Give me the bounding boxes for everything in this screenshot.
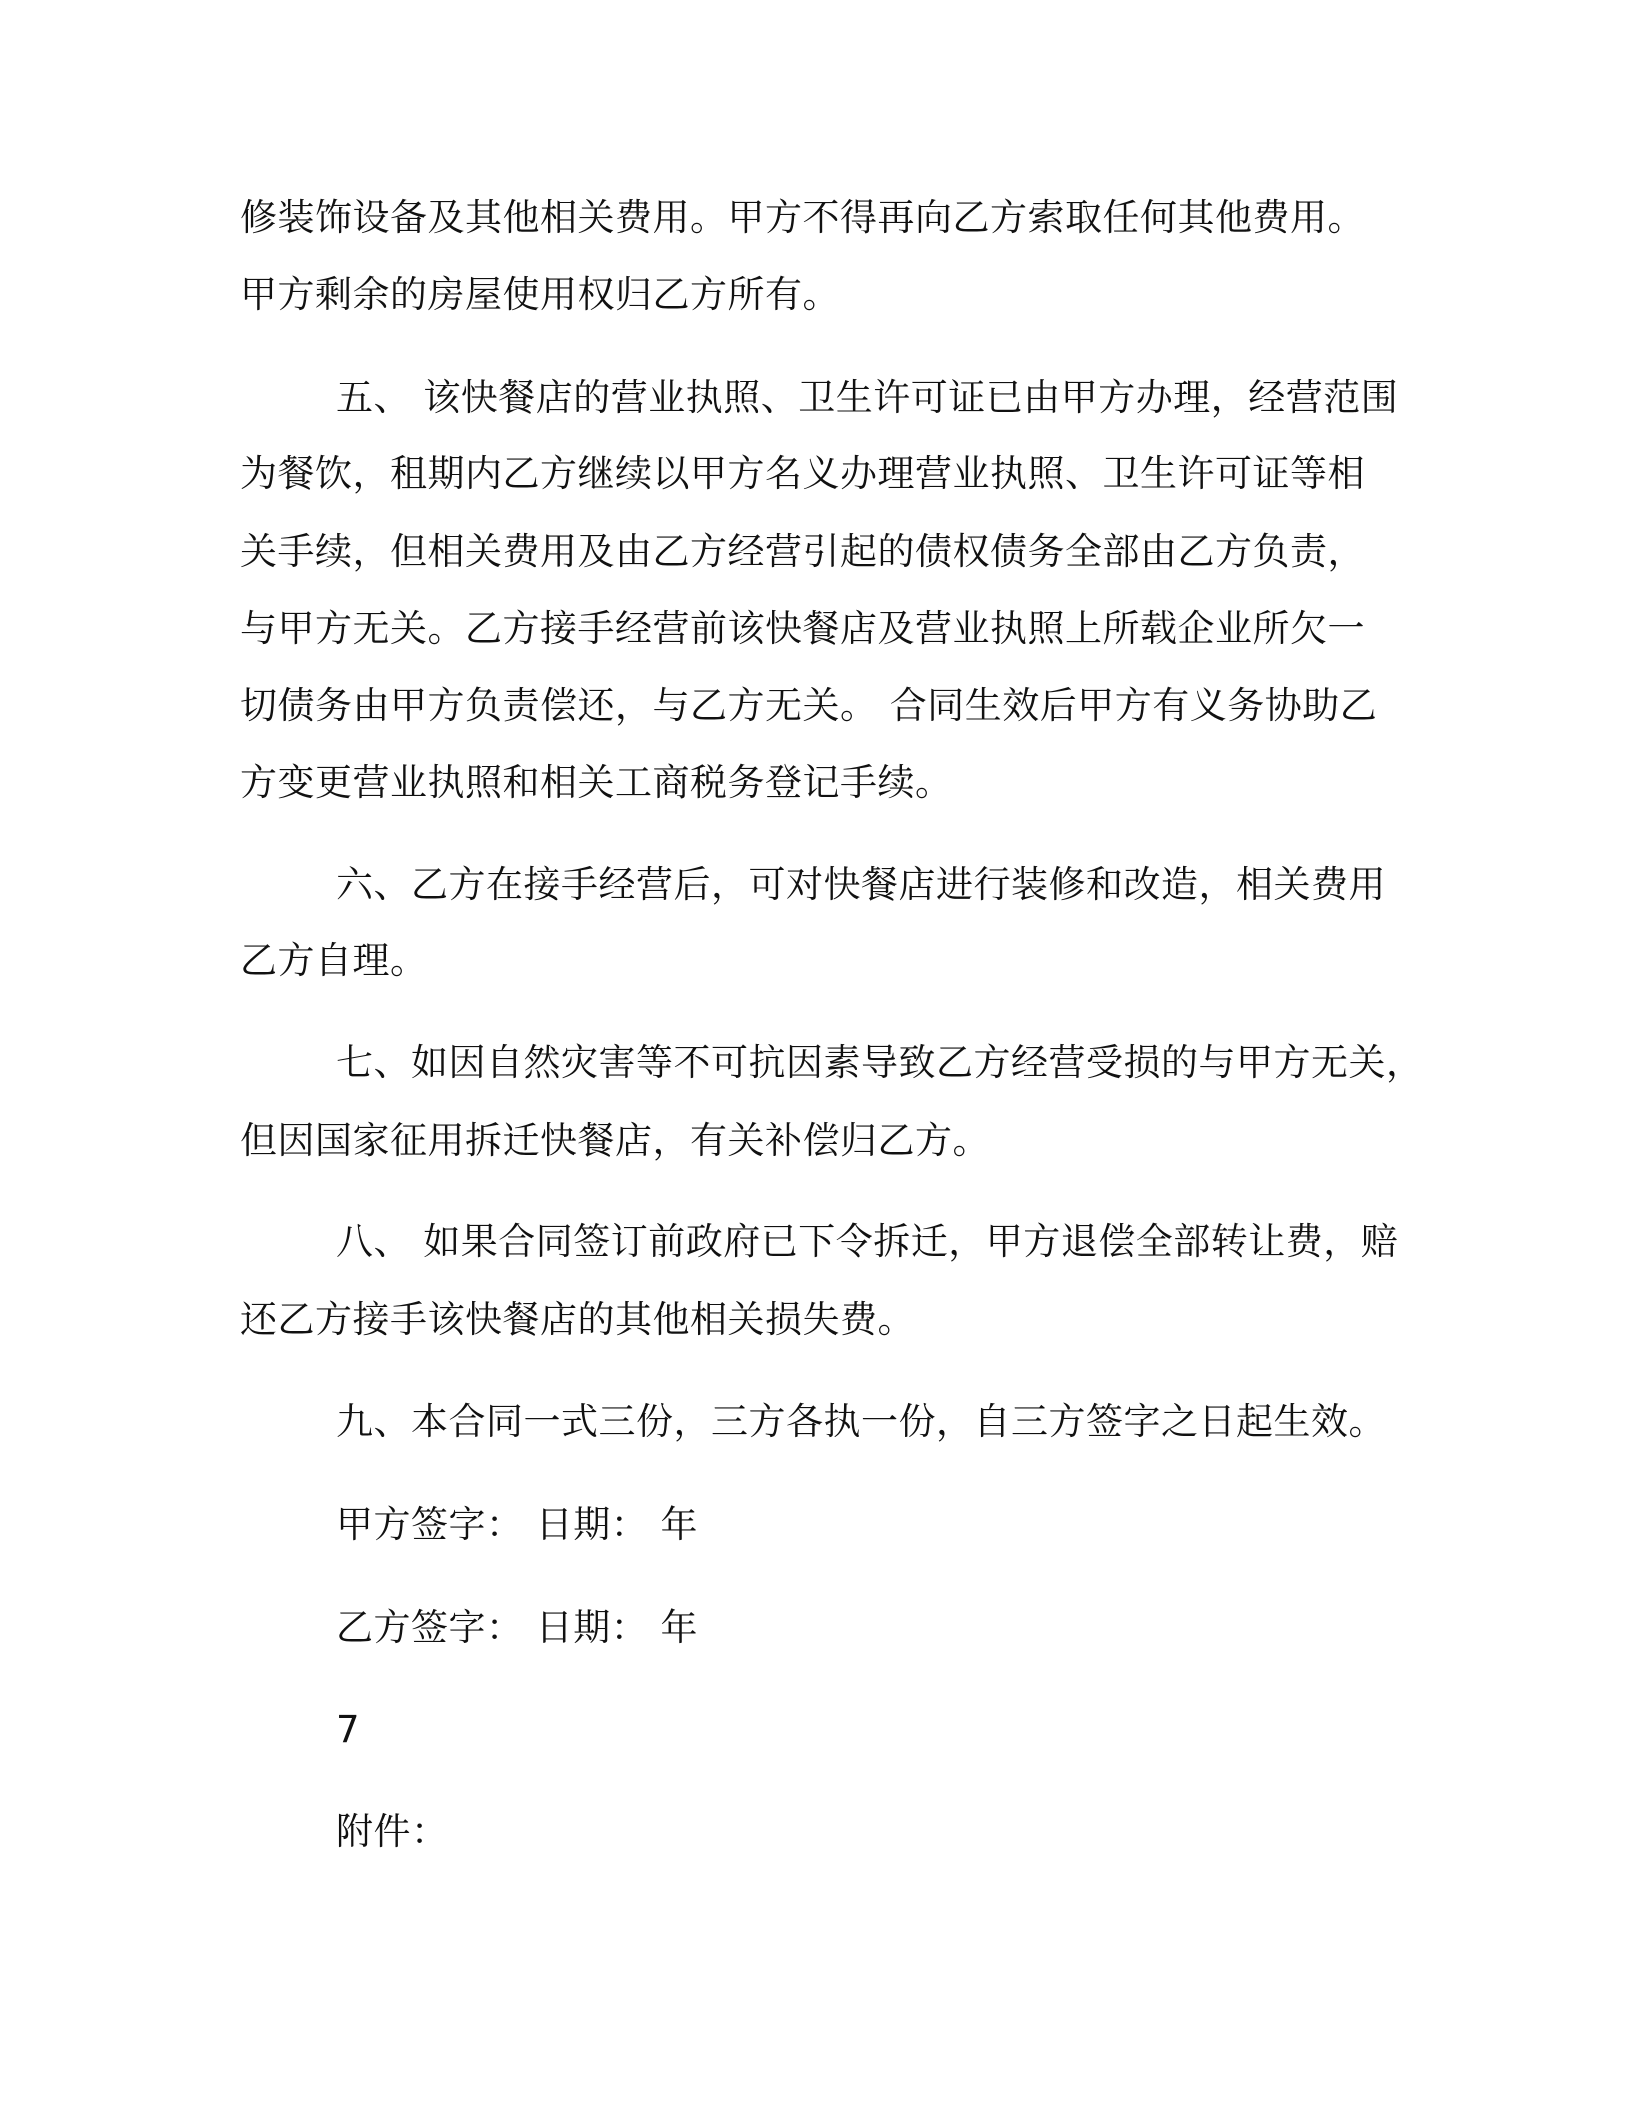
attachment-label: 附件： [336,1810,449,1853]
clause-five-line: 五、 该快餐店的营业执照、卫生许可证已由甲方办理，经营范围 [336,376,1399,419]
text-line: 方变更营业执照和相关工商税务登记手续。 [240,761,953,804]
party-b-signature-line: 乙方签字： 日期： 年 [336,1606,699,1649]
text-line: 但因国家征用拆迁快餐店，有关补偿归乙方。 [240,1119,990,1162]
text-line: 为餐饮，租期内乙方继续以甲方名义办理营业执照、卫生许可证等相 [240,452,1365,495]
text-line: 关手续，但相关费用及由乙方经营引起的债权债务全部由乙方负责， [240,530,1365,573]
text-line: 与甲方无关。乙方接手经营前该快餐店及营业执照上所载企业所欠一 [240,607,1365,650]
clause-seven-line: 七、如因自然灾害等不可抗因素导致乙方经营受损的与甲方无关， [336,1041,1424,1084]
clause-nine-line: 九、本合同一式三份，三方各执一份，自三方签字之日起生效。 [336,1400,1386,1443]
text-line: 甲方剩余的房屋使用权归乙方所有。 [240,273,840,316]
text-line: 切债务由甲方负责偿还，与乙方无关。 合同生效后甲方有义务协助乙 [240,684,1378,727]
text-line: 还乙方接手该快餐店的其他相关损失费。 [240,1298,915,1341]
party-a-signature-line: 甲方签字： 日期： 年 [336,1503,699,1546]
text-line: 修装饰设备及其他相关费用。甲方不得再向乙方索取任何其他费用。 [240,196,1365,239]
text-line: 乙方自理。 [240,939,428,982]
clause-six-line: 六、乙方在接手经营后，可对快餐店进行装修和改造，相关费用 [336,863,1386,906]
page-number: 7 [336,1708,361,1751]
clause-eight-line: 八、 如果合同签订前政府已下令拆迁，甲方退偿全部转让费，赔 [336,1220,1399,1263]
